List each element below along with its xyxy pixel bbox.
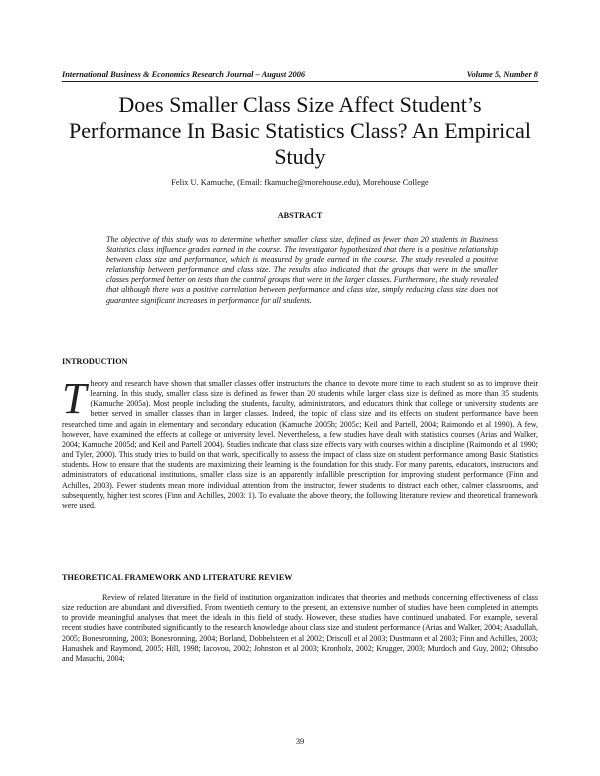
theory-heading: THEORETICAL FRAMEWORK AND LITERATURE REVIEW <box>62 573 293 582</box>
running-header <box>62 70 538 82</box>
introduction-body <box>62 374 538 511</box>
journal-name: International Business & Economics Research Journal – August 2006 <box>62 70 306 79</box>
introduction-text: heory and research have shown that smaller classes offer instructors the chance to devote more time to each student so as to improve their learning. In this study, smaller class size is defined as fewer than 20 students while larger class size is defined as more than 35 students (Kamuche 2005a). Most people including the students, faculty, administrators, and educators think that college or university students are better served in smaller classes than in larger classes. Indeed, the topic of class size and its effects on student performance have been researched time and again in elementary and secondary education (Kamuche 2005b; 2005c; Keil and Partell, 2004; Raimondo et al 1990). A few, however, have examined the effects at college or university level. Nevertheless, a few studies have dealt with statistics courses (Arias and Walker, 2004; Kamuche 2005d; and Keil and Partell 2004). Studies indicate that class size effects vary with courses within a discipline (Raimondo et al 1990; and Tyler, 2000). This study tries to build on that work, specifically to assess the impact of class size on student performance among Basic Statistics students. How to ensure that the students are maximizing their learning is the foundation for this study. For many parents, educators, instructors and administrators of educational institutions, smaller class size is an apparently infallible prescription for improving student performance (Finn and Achilles, 2003). Fewer students mean more individual attention from the instructor, fewer students to distract each other, calmer classrooms, and subsequently, higher test scores (Finn and Achilles, 2003: 1). To evaluate the above theory, the following literature review and theoretical framework were used. <box>62 379 538 510</box>
page-number: 39 <box>295 737 305 746</box>
abstract-heading: ABSTRACT <box>277 211 323 220</box>
volume-number: Volume 5, Number 8 <box>466 70 538 79</box>
paper-title: Does Smaller Class Size Affect Student’s Performance In Basic Statistics Class? An Empirical Study <box>69 92 531 169</box>
theory-body: Review of related literature in the field of institution organization indicates that theories and methods concerning effectiveness of class size reduction are abundant and diversified. From twentieth century to the present, an extensive number of studies have been completed in attempts to provide meaningful analyses that meet the ideals in this field of study. However, these studies have continued unabated. For example, several recent studies have contributed significantly to the research knowledge about class size and student performance (Arias and Walker, 2004; Asadullah, 2005; Bonesronning, 2003; Bonesronning, 2004; Borland, Dobbelsteen et al 2002; Driscoll et al 2003; Dustmann et al 2003; Finn and Achilles, 2003; Hanushek and Raymond, 2005; Hill, 1998; Iacovou, 2002; Johnston et al 2003; Kronholz, 2002; Krugger, 2003; Murdoch and Guy, 2002; Ohtsubo and Masuchi, 2004; <box>62 593 538 663</box>
author-line: Felix U. Kamuche, (Email: fkamuche@morehouse.edu), Morehouse College <box>171 178 429 187</box>
drop-cap: T <box>62 374 87 423</box>
abstract-body: The objective of this study was to determine whether smaller class size, defined as fewer than 20 students in Business Statistics class influence grades earned in the course. The investigator hypothesized that there is a positive relationship between class size and performance, which is measured by grade earned in the course. The study revealed a positive relationship between performance and class size. The results also indicated that the groups that were in the smaller classes performed better on tests than the control groups that were in the larger classes. Furthermore, the study revealed that although there was a positive correlation between performance and class size, simply reducing class size does not guarantee significant increases in performance for all students. <box>106 235 498 305</box>
introduction-heading: INTRODUCTION <box>62 357 128 366</box>
